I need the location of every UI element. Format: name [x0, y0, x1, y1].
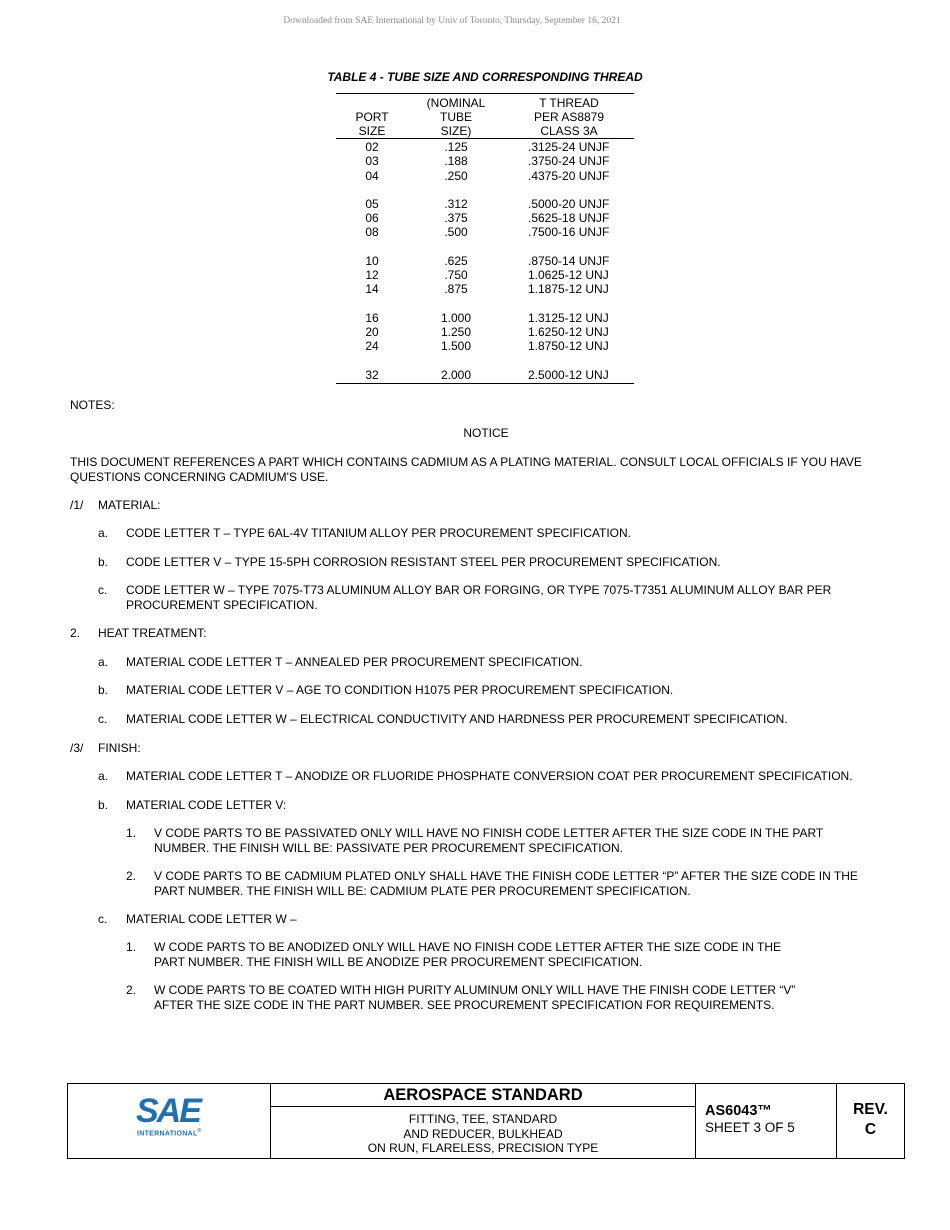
- standard-type: AEROSPACE STANDARD: [271, 1084, 695, 1107]
- port-size-cell: 06: [365, 211, 379, 226]
- header-tube: [408, 96, 504, 138]
- header-text: SIZE: [358, 124, 386, 138]
- tube-size-cell: .375: [444, 211, 468, 226]
- table-row-group: [336, 197, 634, 240]
- port-size-cell: 04: [365, 168, 379, 183]
- tube-size-cell: .250: [444, 168, 468, 183]
- item-text: CODE LETTER T – TYPE 6AL-4V TITANIUM ALLOY PER PROCUREMENT SPECIFICATION.: [126, 526, 632, 540]
- thread-cell: 1.3125-12 UNJ: [528, 310, 609, 325]
- header-port: [336, 96, 408, 138]
- thread-cell: .3125-24 UNJF: [528, 140, 610, 154]
- header-text: T THREAD: [539, 96, 599, 110]
- thread-cell: 2.5000-12 UNJ: [528, 367, 609, 382]
- item-text: MATERIAL CODE LETTER V – AGE TO CONDITION H1075 PER PROCUREMENT SPECIFICATION.: [126, 683, 674, 697]
- table-body: [336, 139, 634, 383]
- document-description: [271, 1107, 695, 1156]
- table-row: [336, 254, 634, 268]
- subitem-text: [154, 983, 894, 1012]
- section-title: MATERIAL:: [98, 498, 161, 512]
- header-text: TUBE: [439, 110, 472, 124]
- tube-size-cell: 1.500: [440, 339, 472, 354]
- table-row: [336, 169, 634, 183]
- port-size-cell: 20: [365, 324, 379, 339]
- section-title: FINISH:: [98, 741, 141, 755]
- item-text: CODE LETTER W – TYPE 7075-T73 ALUMINUM ALLOY BAR OR FORGING, OR TYPE 7075-T7351 ALUMINUM ALLOY BAR PER PROCUREMENT SPECIFICATION.: [126, 583, 832, 612]
- document-number: AS6043™: [705, 1103, 772, 1119]
- thread-cell: 1.0625-12 UNJ: [528, 268, 609, 283]
- subitem-text: V CODE PARTS TO BE CADMIUM PLATED ONLY SHALL HAVE THE FINISH CODE LETTER “P” AFTER THE SIZE CODE IN THE PART NUMBER. THE FINISH WILL BE: CADMIUM PLATE PER PROCUREMENT SPECIFICATION.: [154, 869, 858, 898]
- tube-size-cell: .312: [444, 196, 468, 211]
- notes-label: NOTES:: [70, 398, 115, 412]
- subitem-label: 1.: [126, 940, 137, 954]
- table-row: [336, 154, 634, 168]
- thread-cell: .5000-20 UNJF: [528, 196, 610, 211]
- sae-logo-subtext: [137, 1128, 202, 1137]
- item-label: a.: [98, 769, 109, 783]
- notice-title: NOTICE: [463, 426, 509, 440]
- download-notice: Downloaded from SAE International by Univ of Toronto, Thursday, September 16, 2021: [283, 16, 621, 26]
- table-row: [336, 211, 634, 225]
- logo-registered-mark: ®: [197, 1128, 202, 1134]
- tube-size-cell: .750: [444, 268, 468, 283]
- item-label: b.: [98, 555, 109, 569]
- item-label: c.: [98, 712, 108, 726]
- tube-size-cell: 1.000: [440, 310, 472, 325]
- table-row: [336, 368, 634, 382]
- thread-cell: .5625-18 UNJF: [528, 211, 610, 226]
- port-size-cell: 32: [365, 367, 379, 382]
- table-header: [336, 94, 634, 139]
- header-text: CLASS 3A: [540, 124, 598, 138]
- thread-cell: .8750-14 UNJF: [528, 253, 610, 268]
- subitem-text: [154, 940, 894, 969]
- subitem-line: W CODE PARTS TO BE ANODIZED ONLY WILL HAVE NO FINISH CODE LETTER AFTER THE SIZE CODE IN THE: [154, 940, 781, 954]
- header-thread: [504, 96, 634, 138]
- header-text: SIZE): [440, 124, 472, 138]
- port-size-cell: 24: [365, 339, 379, 354]
- title-block: [67, 1083, 905, 1159]
- document-number-cell: [696, 1084, 837, 1158]
- item-text: MATERIAL CODE LETTER V:: [126, 798, 287, 812]
- subitem-line: AFTER THE SIZE CODE IN THE PART NUMBER. SEE PROCUREMENT SPECIFICATION FOR REQUIREMENTS.: [154, 997, 775, 1012]
- section-number: /3/: [70, 741, 84, 755]
- description-line: AND REDUCER, BULKHEAD: [403, 1126, 563, 1141]
- subitem-label: 1.: [126, 826, 137, 840]
- item-text: MATERIAL CODE LETTER W –: [126, 912, 297, 926]
- subitem-line: PART NUMBER. THE FINISH WILL BE ANODIZE PER PROCUREMENT SPECIFICATION.: [154, 954, 643, 969]
- logo-sub-text: INTERNATIONAL: [137, 1130, 198, 1138]
- sheet-number: SHEET 3 OF 5: [705, 1120, 795, 1135]
- item-label: a.: [98, 655, 109, 669]
- port-size-cell: 16: [365, 310, 379, 325]
- sae-logo-text: SAE: [136, 1092, 200, 1130]
- thread-cell: 1.8750-12 UNJ: [528, 339, 609, 354]
- tube-size-cell: 1.250: [440, 324, 472, 339]
- item-label: c.: [98, 912, 108, 926]
- tube-size-cell: .500: [444, 225, 468, 240]
- description-line: ON RUN, FLARELESS, PRECISION TYPE: [367, 1141, 599, 1155]
- header-text: PER AS8879: [533, 110, 605, 124]
- table-row: [336, 282, 634, 296]
- item-label: c.: [98, 583, 108, 597]
- subitem-text: V CODE PARTS TO BE PASSIVATED ONLY WILL HAVE NO FINISH CODE LETTER AFTER THE SIZE CODE IN THE PART NUMBER. THE FINISH WILL BE: PASSIVATE PER PROCUREMENT SPECIFICATION.: [154, 826, 824, 855]
- thread-cell: .7500-16 UNJF: [528, 225, 610, 240]
- section-number: /1/: [70, 498, 84, 512]
- table-row: [336, 311, 634, 325]
- subitem-label: 2.: [126, 869, 137, 883]
- table-row-group: [336, 311, 634, 354]
- header-text: PORT: [355, 110, 389, 124]
- sae-logo: [68, 1084, 271, 1158]
- tube-size-cell: .125: [444, 140, 468, 154]
- item-text: MATERIAL CODE LETTER T – ANODIZE OR FLUORIDE PHOSPHATE CONVERSION COAT PER PROCUREMENT SPECIFICATION.: [126, 769, 853, 783]
- tube-size-cell: .875: [444, 282, 468, 297]
- document-title-cell: [271, 1084, 696, 1158]
- section-title: HEAT TREATMENT:: [98, 626, 207, 640]
- port-size-cell: 14: [365, 282, 379, 297]
- thread-cell: .4375-20 UNJF: [528, 168, 610, 183]
- tube-size-cell: .625: [444, 253, 468, 268]
- item-label: b.: [98, 798, 109, 812]
- revision-label: REV.: [853, 1101, 888, 1118]
- revision-value: C: [864, 1121, 877, 1138]
- table-row: [336, 339, 634, 353]
- port-size-cell: 10: [365, 253, 379, 268]
- tube-size-cell: .188: [444, 154, 468, 169]
- table-title: TABLE 4 - TUBE SIZE AND CORRESPONDING THREAD: [327, 70, 643, 84]
- description-line: FITTING, TEE, STANDARD: [408, 1112, 558, 1126]
- table-row: [336, 140, 634, 154]
- port-size-cell: 03: [365, 154, 379, 169]
- table-row-group: [336, 140, 634, 183]
- thread-cell: 1.1875-12 UNJ: [528, 282, 609, 297]
- subitem-line: W CODE PARTS TO BE COATED WITH HIGH PURITY ALUMINUM ONLY WILL HAVE THE FINISH CODE LETTER “V”: [154, 983, 796, 997]
- item-label: b.: [98, 683, 109, 697]
- port-size-cell: 05: [365, 196, 379, 211]
- table-row: [336, 225, 634, 239]
- revision-cell: [837, 1084, 904, 1158]
- port-size-cell: 08: [365, 225, 379, 240]
- section-number: 2.: [70, 626, 81, 640]
- tube-size-table: [336, 93, 634, 384]
- item-label: a.: [98, 526, 109, 540]
- subitem-label: 2.: [126, 983, 137, 997]
- header-text: (NOMINAL: [426, 96, 486, 110]
- table-row-group: [336, 254, 634, 297]
- port-size-cell: 12: [365, 268, 379, 283]
- thread-cell: .3750-24 UNJF: [528, 154, 610, 169]
- item-text: MATERIAL CODE LETTER W – ELECTRICAL CONDUCTIVITY AND HARDNESS PER PROCUREMENT SPECIFICATION.: [126, 712, 788, 726]
- notice-text: THIS DOCUMENT REFERENCES A PART WHICH CONTAINS CADMIUM AS A PLATING MATERIAL. CONSULT LOCAL OFFICIALS IF YOU HAVE QUESTIONS CONCERNING CADMIUM'S USE.: [70, 455, 862, 484]
- port-size-cell: 02: [365, 140, 379, 154]
- table-row: [336, 197, 634, 211]
- item-text: MATERIAL CODE LETTER T – ANNEALED PER PROCUREMENT SPECIFICATION.: [126, 655, 583, 669]
- table-row-group: [336, 368, 634, 382]
- thread-cell: 1.6250-12 UNJ: [528, 324, 609, 339]
- item-text: CODE LETTER V – TYPE 15-5PH CORROSION RESISTANT STEEL PER PROCUREMENT SPECIFICATION.: [126, 555, 721, 569]
- table-row: [336, 268, 634, 282]
- tube-size-cell: 2.000: [440, 367, 472, 382]
- table-row: [336, 325, 634, 339]
